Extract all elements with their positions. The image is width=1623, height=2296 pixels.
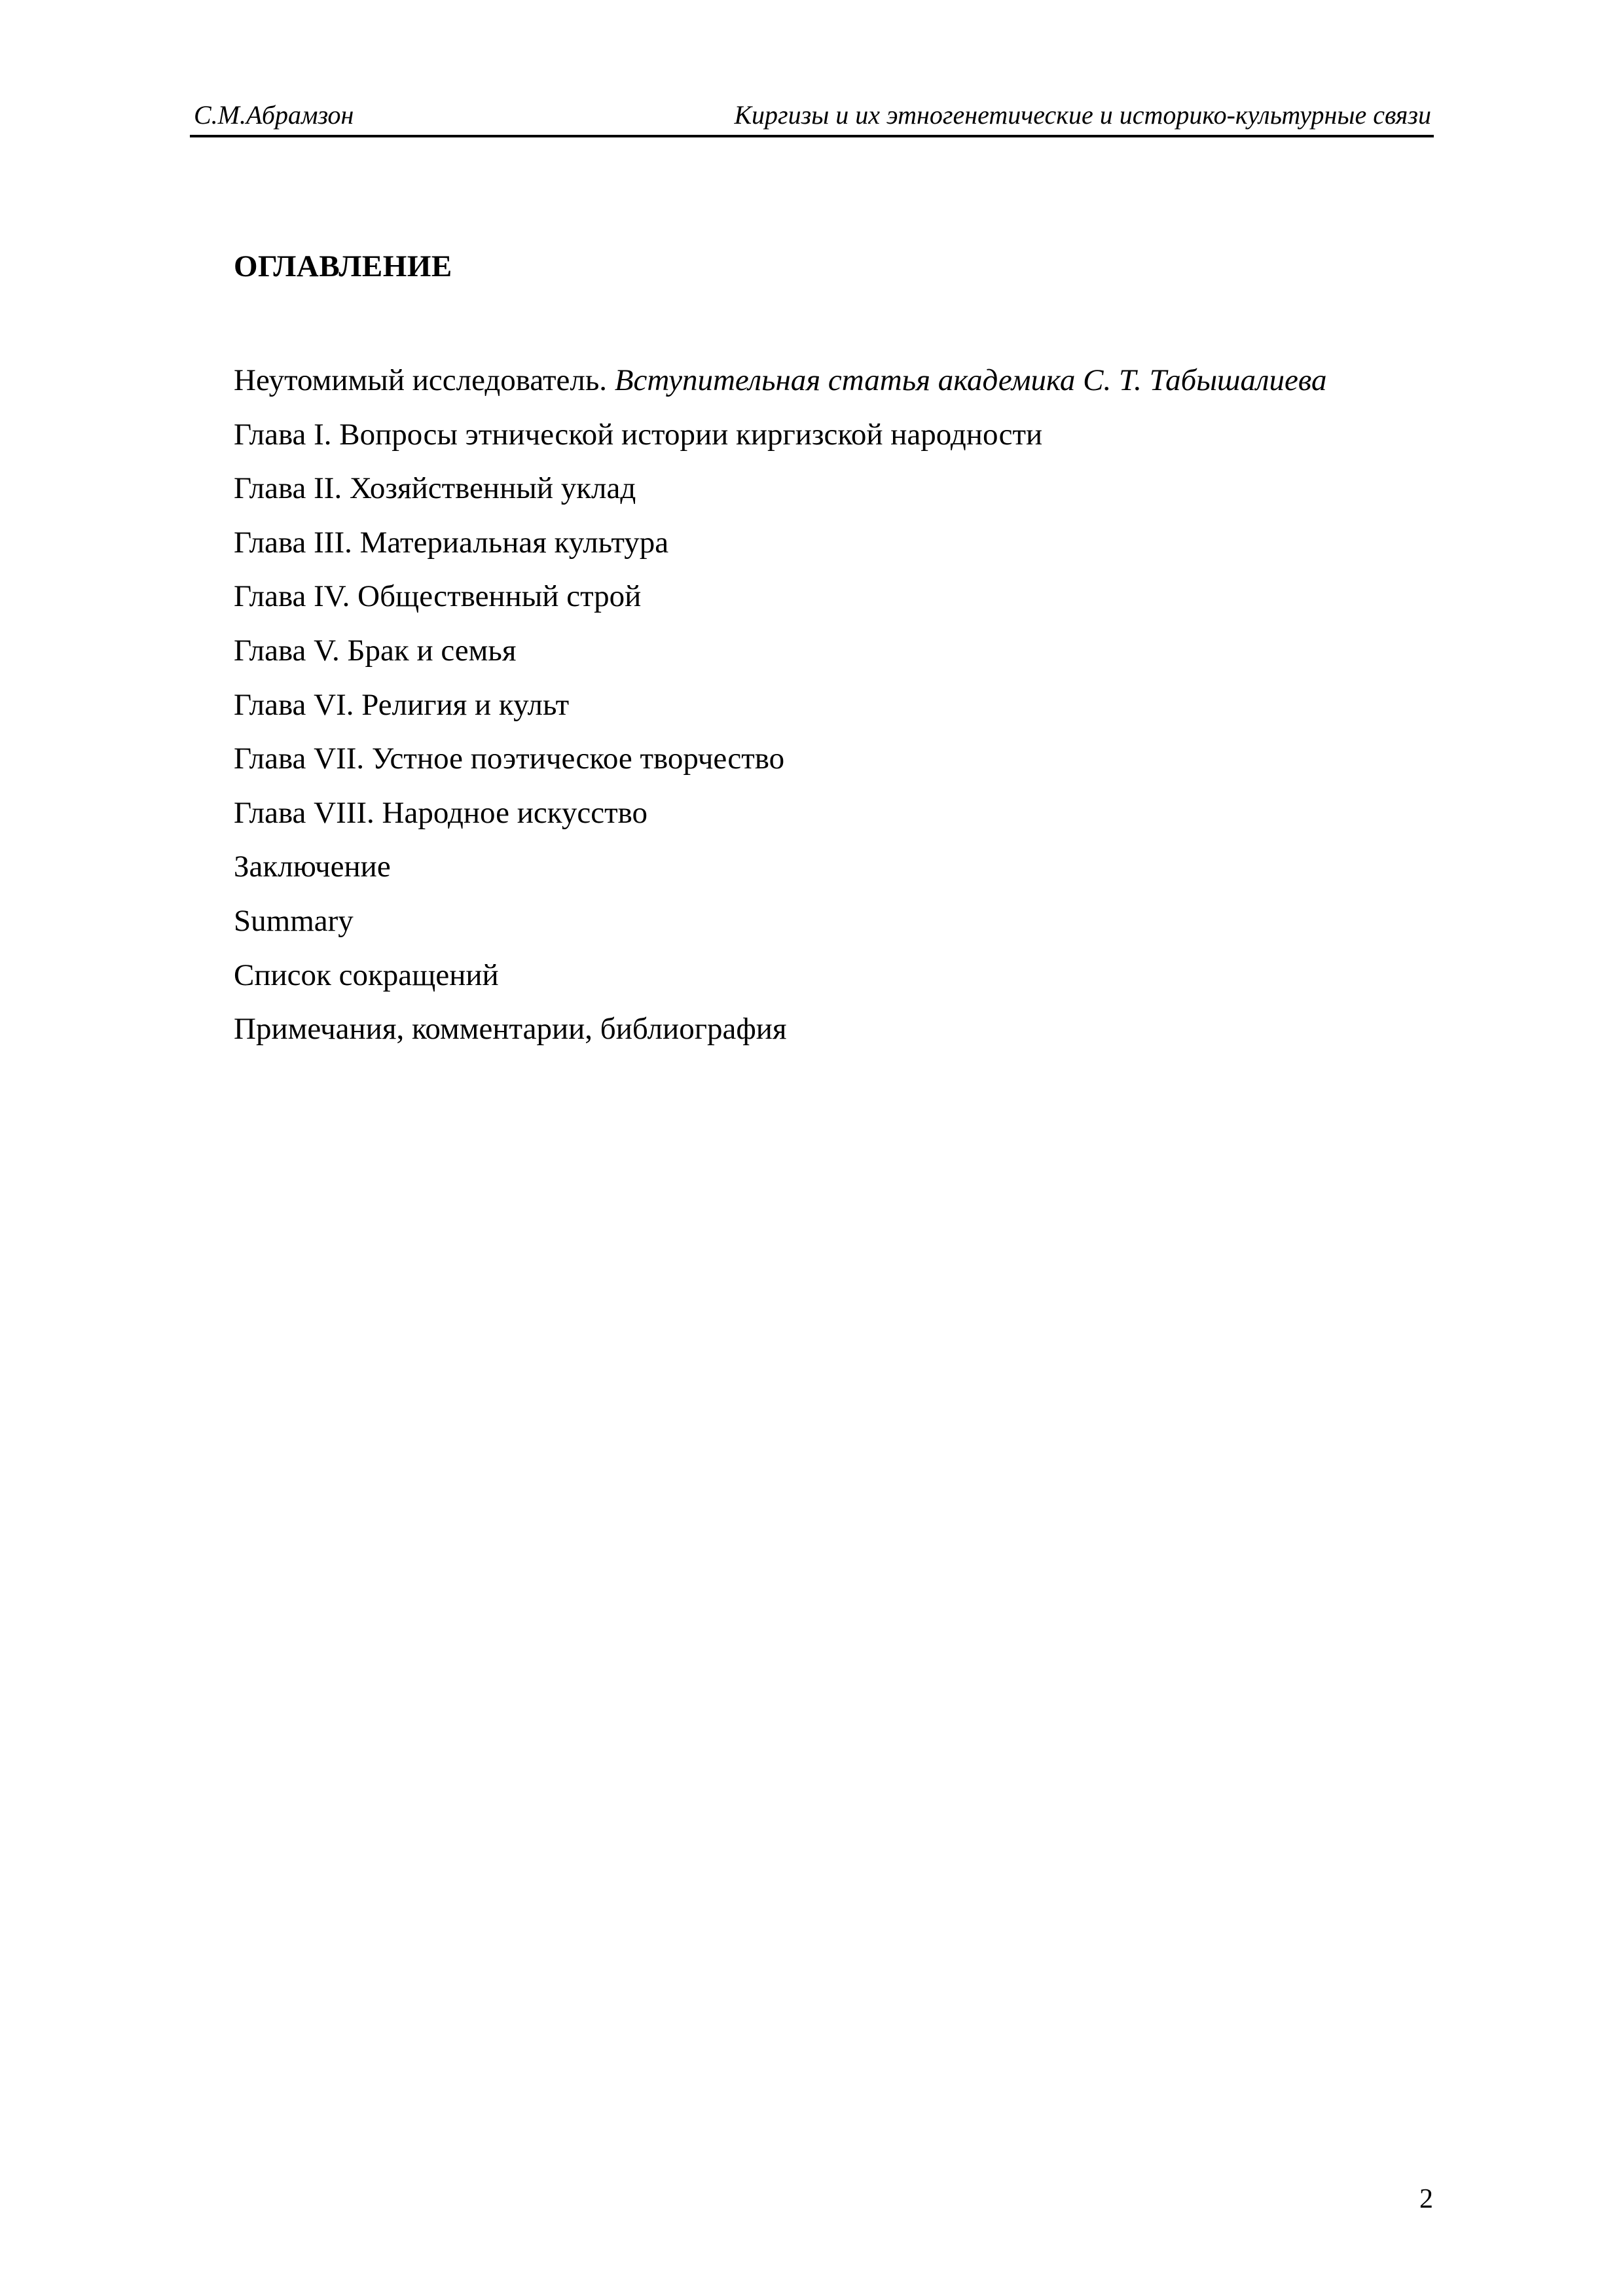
toc-item-intro-subtitle: Вступительная статья академика С. Т. Табышалиева: [614, 363, 1327, 397]
toc-item-chapter-5[interactable]: Глава V. Брак и семья: [234, 633, 517, 668]
toc-item-abbreviations[interactable]: Список сокращений: [234, 958, 499, 992]
toc-item-conclusion[interactable]: Заключение: [234, 850, 391, 884]
toc-heading: ОГЛАВЛЕНИЕ: [234, 249, 452, 283]
toc-item-intro-title: Неутомимый исследователь.: [234, 363, 608, 397]
toc-item-chapter-8[interactable]: Глава VIII. Народное искусство: [234, 795, 648, 830]
page-number: 2: [1419, 2184, 1433, 2214]
toc-item-summary[interactable]: Summary: [234, 903, 354, 938]
toc-item-chapter-4[interactable]: Глава IV. Общественный строй: [234, 579, 642, 614]
header-book-title: Киргизы и их этногенетические и историко-культурные связи: [734, 100, 1431, 130]
toc-list: [234, 353, 1326, 1056]
running-header: [190, 96, 1434, 137]
toc-item-chapter-6[interactable]: Глава VI. Религия и культ: [234, 687, 570, 722]
toc-item-notes[interactable]: Примечания, комментарии, библиография: [234, 1012, 787, 1047]
toc-item-chapter-2[interactable]: Глава II. Хозяйственный уклад: [234, 471, 636, 506]
toc-item-chapter-7[interactable]: Глава VII. Устное поэтическое творчество: [234, 742, 785, 776]
toc-item-chapter-3[interactable]: Глава III. Материальная культура: [234, 525, 669, 560]
toc-item-intro[interactable]: [234, 353, 1326, 408]
toc-item-chapter-1[interactable]: Глава I. Вопросы этнической истории киргизской народности: [234, 417, 1043, 452]
header-author: С.М.Абрамзон: [194, 100, 354, 130]
